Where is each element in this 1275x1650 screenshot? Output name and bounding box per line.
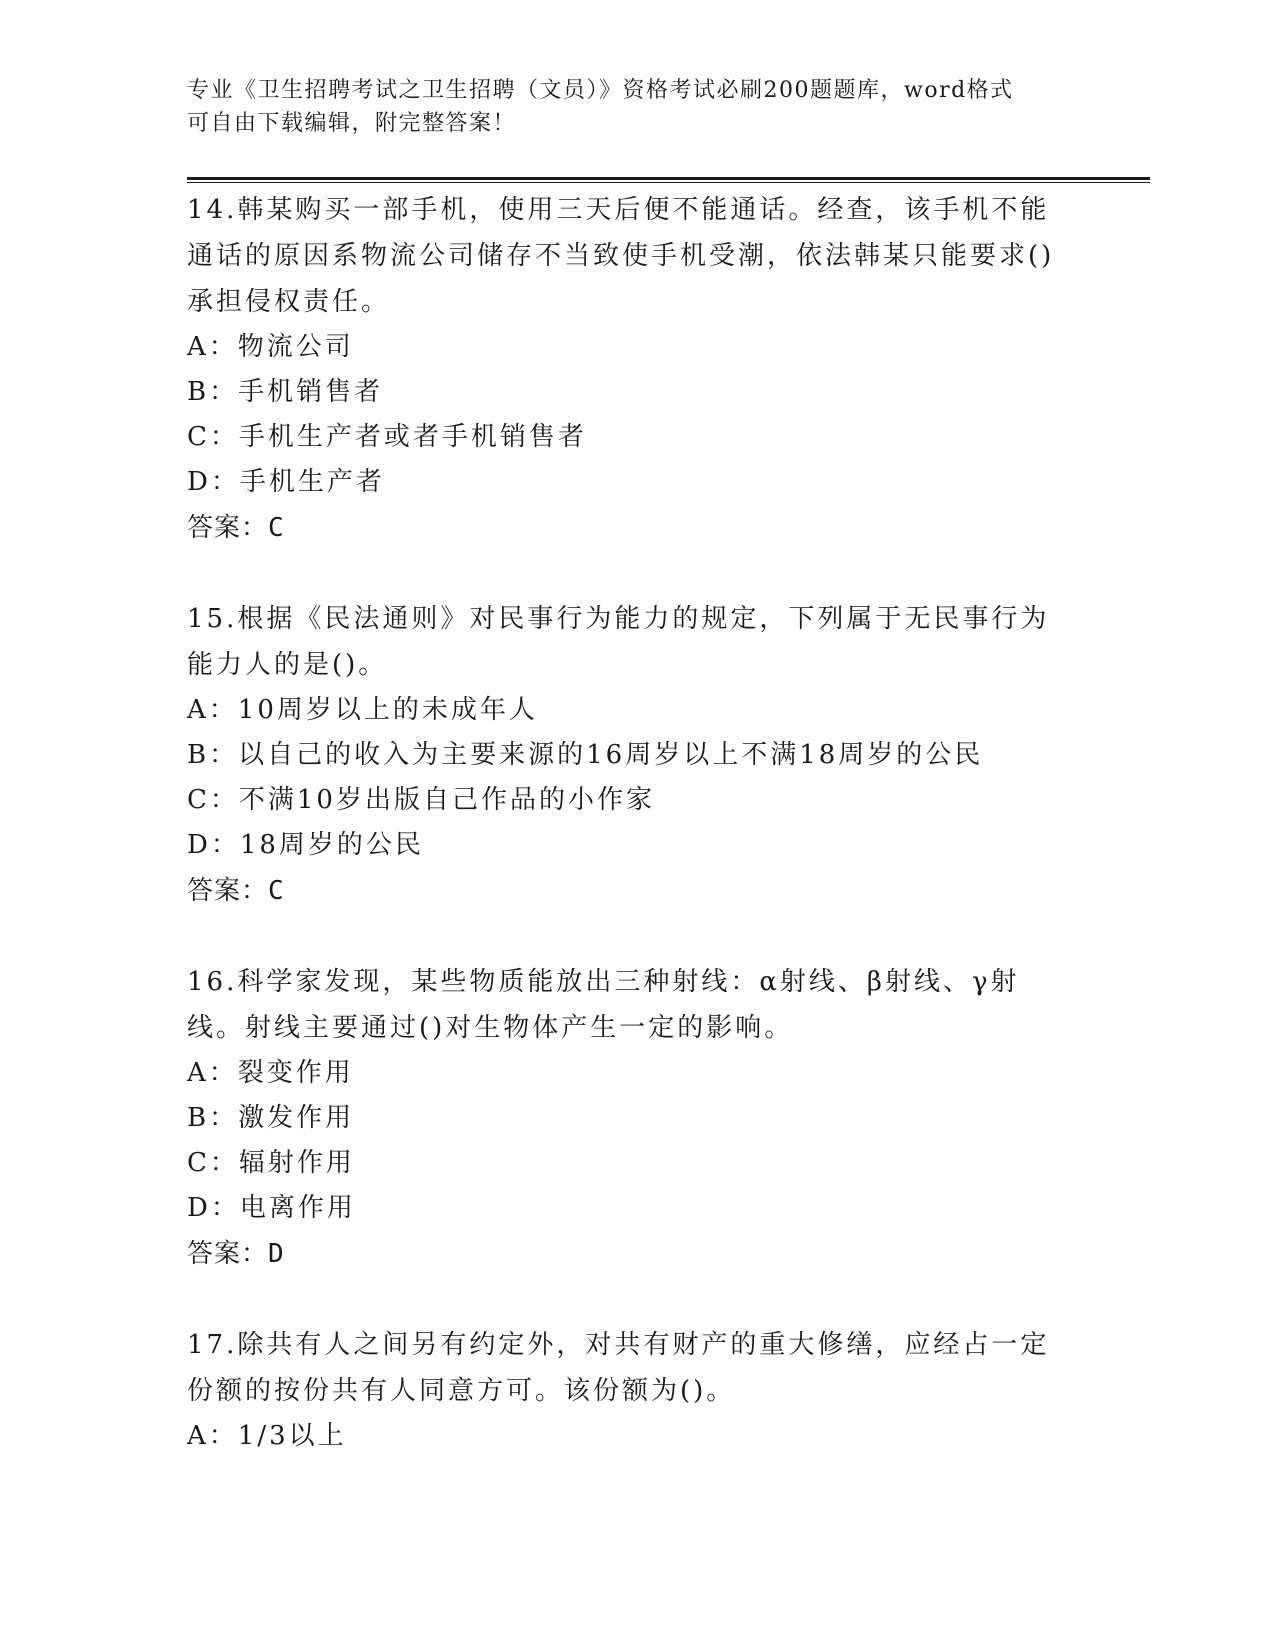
question-17 [187,1322,1067,1459]
option-b: B：手机销售者 [187,377,384,407]
header-title-line-2: 可自由下载编辑，附完整答案！ [187,111,517,136]
question-stem: 16.科学家发现，某些物质能放出三种射线：α射线、β射线、γ射线。射线主要通过()对生物体产生一定的影响。 [187,967,1020,1043]
question-stem: 14.韩某购买一部手机，使用三天后便不能通话。经查，该手机不能通话的原因系物流公司储存不当致使手机受潮，依法韩某只能要求()承担侵权责任。 [187,195,1055,317]
option-c: C：手机生产者或者手机销售者 [187,422,587,452]
option-c: C：不满10岁出版自己作品的小作家 [187,785,655,815]
question-15 [187,596,1067,914]
option-d: D：电离作用 [187,1193,356,1223]
answer-label: 答案： [187,876,269,906]
header-divider-thick [187,177,1150,180]
question-14 [187,187,1067,551]
answer-line [187,1231,1067,1277]
question-stem: 17.除共有人之间另有约定外，对共有财产的重大修缮，应经占一定份额的按份共有人同意方可。该份额为()。 [187,1330,1050,1406]
answer-label: 答案： [187,513,269,543]
question-list [187,187,1067,1504]
question-stem: 15.根据《民法通则》对民事行为能力的规定，下列属于无民事行为能力人的是()。 [187,604,1050,680]
question-16 [187,959,1067,1277]
option-d: D：手机生产者 [187,467,385,497]
option-b: B：激发作用 [187,1103,355,1133]
option-c: C：辐射作用 [187,1148,355,1178]
option-d: D：18周岁的公民 [187,830,424,860]
header-title-line-1: 专业《卫生招聘考试之卫生招聘（文员）》资格考试必刷200题题库，word格式 [187,78,1014,103]
answer-value: D [268,1239,285,1269]
answer-value: C [268,513,285,543]
answer-value: C [268,876,285,906]
answer-label: 答案： [187,1239,269,1269]
answer-line [187,505,1067,551]
document-header [187,74,1087,140]
option-a: A：1/3以上 [187,1421,347,1451]
header-divider-thin [187,182,1150,183]
option-a: A：物流公司 [187,332,354,362]
answer-line [187,868,1067,914]
option-b: B：以自己的收入为主要来源的16周岁以上不满18周岁的公民 [187,740,984,770]
option-a: A：10周岁以上的未成年人 [187,695,538,725]
option-a: A：裂变作用 [187,1058,354,1088]
